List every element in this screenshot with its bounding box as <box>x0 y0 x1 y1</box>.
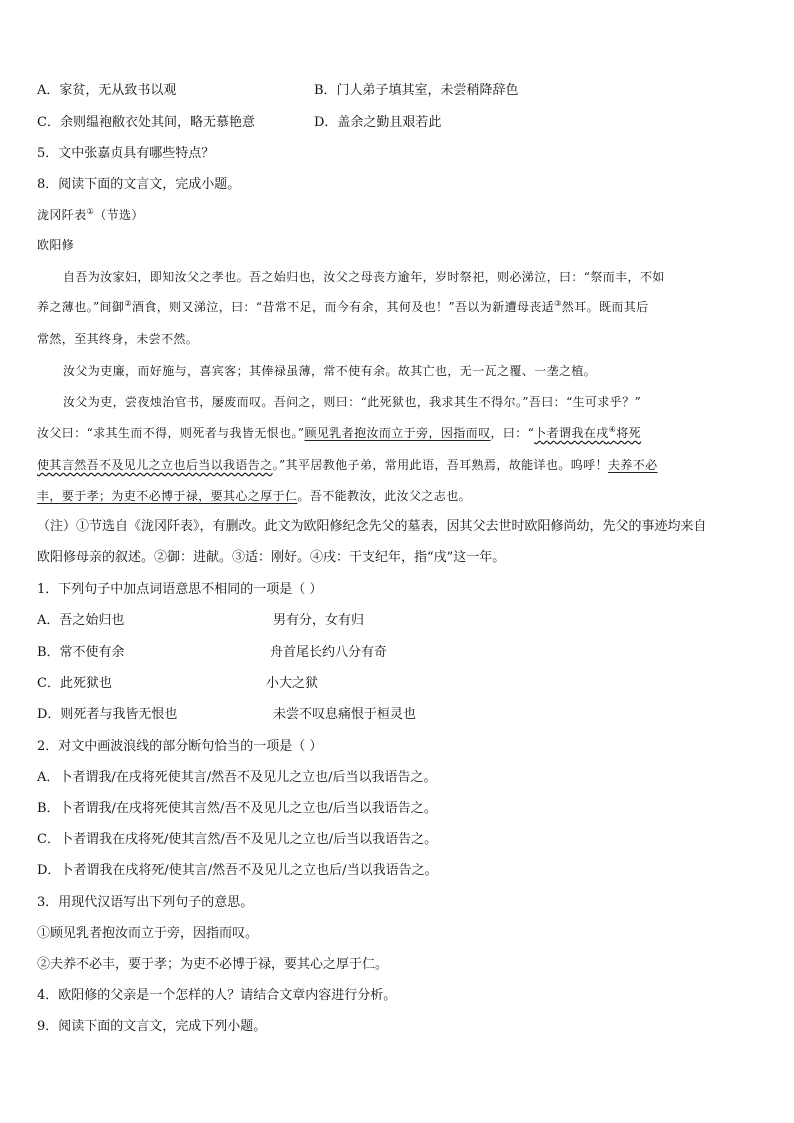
text-span: 酒食，则又涕泣，曰：“昔常不足，而今有余，其何及也！”吾以为新遭母丧适 <box>131 300 555 314</box>
option-c[interactable]: C．余则缊袍敝衣处其间，略无慕艳意 <box>37 115 255 130</box>
question-2-stem: 2．对文中画波浪线的部分断句恰当的一项是（ ） <box>37 739 323 754</box>
question-9-intro: 9．阅读下面的文言文，完成下列小题。 <box>37 1019 267 1034</box>
q2-option-d[interactable]: D．卜者谓我在戌将死/使其言/然吾不及见儿之立也后/当以我语告之。 <box>37 863 438 878</box>
passage-p1-line3: 常然，至其终身，未尝不然。 <box>37 332 199 346</box>
passage-p3-line2 <box>37 424 757 442</box>
underlined-sentence-2-cont: 丰，要于孝；为吏不必博于禄，要其心之厚于仁 <box>37 489 298 503</box>
passage-p1-line2 <box>37 298 757 316</box>
q1-option-a-right: 男有分，女有归 <box>273 613 365 628</box>
wavy-underlined-sentence-cont: 使其言然吾不及见儿之立也后当以我语告之 <box>37 458 273 472</box>
q1-option-c-left: C．此死狱也 <box>37 676 112 691</box>
passage-title <box>37 206 757 224</box>
text-span: 。”其平居教他子弟，常用此语，吾耳熟焉，故能详也。呜呼！ <box>272 458 608 472</box>
q1-option-c[interactable] <box>37 675 757 693</box>
text-span: 然耳。既而其后 <box>561 300 649 314</box>
option-a[interactable]: A．家贫，无从致书以观 <box>37 83 177 98</box>
question-8-intro: 8．阅读下面的文言文，完成小题。 <box>37 177 241 192</box>
passage-p3-line4 <box>37 487 757 505</box>
q1-option-a-left: A．吾之始归也 <box>37 613 125 628</box>
passage-p2: 汝父为吏廉，而好施与，喜宾客；其俸禄虽薄，常不使有余。故其亡也，无一瓦之覆、一垄之植。 <box>63 364 597 378</box>
q1-option-b-left: B．常不使有余 <box>37 645 125 660</box>
passage-p1-line1: 自吾为汝家妇，即知汝父之孝也。吾之始归也，汝父之母丧方逾年，岁时祭祀，则必涕泣，曰：“祭而丰，不如 <box>63 270 665 284</box>
q2-option-b[interactable]: B．卜者谓我/在戌将死使其言然/吾不及见儿之立也/后当以我语告之。 <box>37 801 437 816</box>
q1-option-b[interactable] <box>37 644 757 662</box>
option-b[interactable]: B．门人弟子填其室，未尝稍降辞色 <box>314 83 519 98</box>
question-4: 4．欧阳修的父亲是一个怎样的人？请结合文章内容进行分析。 <box>37 988 397 1003</box>
passage-p3-line3 <box>37 456 757 474</box>
footnote-line2: 欧阳修母亲的叙述。②御：进献。③适：刚好。④戌：干支纪年，指“戌”这一年。 <box>37 550 506 565</box>
question-1-stem: 1．下列句子中加点词语意思不相同的一项是（ ） <box>37 582 323 597</box>
q2-option-c[interactable]: C．卜者谓我在戌将死/使其言然/吾不及见儿之立也/后当以我语告之。 <box>37 832 438 847</box>
text-span: 卜者谓我在戌 <box>534 426 609 440</box>
option-row-ab <box>37 82 757 100</box>
option-d[interactable]: D．盖余之勤且艰若此 <box>314 115 442 130</box>
question-5: 5．文中张嘉贞具有哪些特点？ <box>37 146 215 161</box>
footnote-marker: ④ <box>608 425 617 434</box>
q3-sentence-2: ②夫养不必丰，要于孝；为吏不必博于禄，要其心之厚于仁。 <box>37 957 389 972</box>
text-span: ，曰：“ <box>490 426 535 440</box>
footnote-marker: ③ <box>554 299 562 308</box>
q1-option-c-right: 小大之狱 <box>266 676 319 691</box>
q1-option-a[interactable] <box>37 612 757 630</box>
q1-option-b-right: 舟首尾长约八分有奇 <box>270 645 388 660</box>
passage-title-suffix: （节选） <box>94 208 144 222</box>
text-span: 汝父曰：“求其生而不得，则死者与我皆无恨也。” <box>37 426 305 440</box>
q2-option-a[interactable]: A．卜者谓我/在戌将死使其言/然吾不及见儿之立也/后当以我语告之。 <box>37 770 437 785</box>
question-3-stem: 3．用现代汉语写出下列句子的意思。 <box>37 895 254 910</box>
underlined-sentence-1: 顾见乳者抱汝而立于旁，因指而叹 <box>304 426 491 440</box>
footnote-marker: ② <box>124 299 132 308</box>
passage-title-text: 泷冈阡表 <box>37 208 87 222</box>
q1-option-d-right: 未尝不叹息痛恨于桓灵也 <box>273 707 417 722</box>
text-span: 将死 <box>616 426 642 440</box>
underlined-sentence-2: 夫养不必 <box>607 458 658 472</box>
wavy-underlined-sentence <box>534 426 641 440</box>
text-span: 。吾不能教汝，此汝父之志也。 <box>297 489 472 503</box>
passage-p3-line1: 汝父为吏，尝夜烛治官书，屡废而叹。吾问之，则曰：“此死狱也，我求其生不得尔。”吾曰：“生可求乎？” <box>63 395 642 409</box>
option-row-cd <box>37 114 757 132</box>
text-span: 养之薄也。”间御 <box>37 300 125 314</box>
q3-sentence-1: ①顾见乳者抱汝而立于旁，因指而叹。 <box>37 926 259 941</box>
q1-option-d[interactable] <box>37 706 757 724</box>
footnote-marker: ① <box>86 207 95 216</box>
passage-author: 欧阳修 <box>37 238 75 252</box>
q1-option-d-left: D．则死者与我皆无恨也 <box>37 707 178 722</box>
footnote-line1: （注）①节选自《泷冈阡表》，有删改。此文为欧阳修纪念先父的墓表，因其父去世时欧阳修尚幼，先父的事迹均来自 <box>37 519 707 534</box>
